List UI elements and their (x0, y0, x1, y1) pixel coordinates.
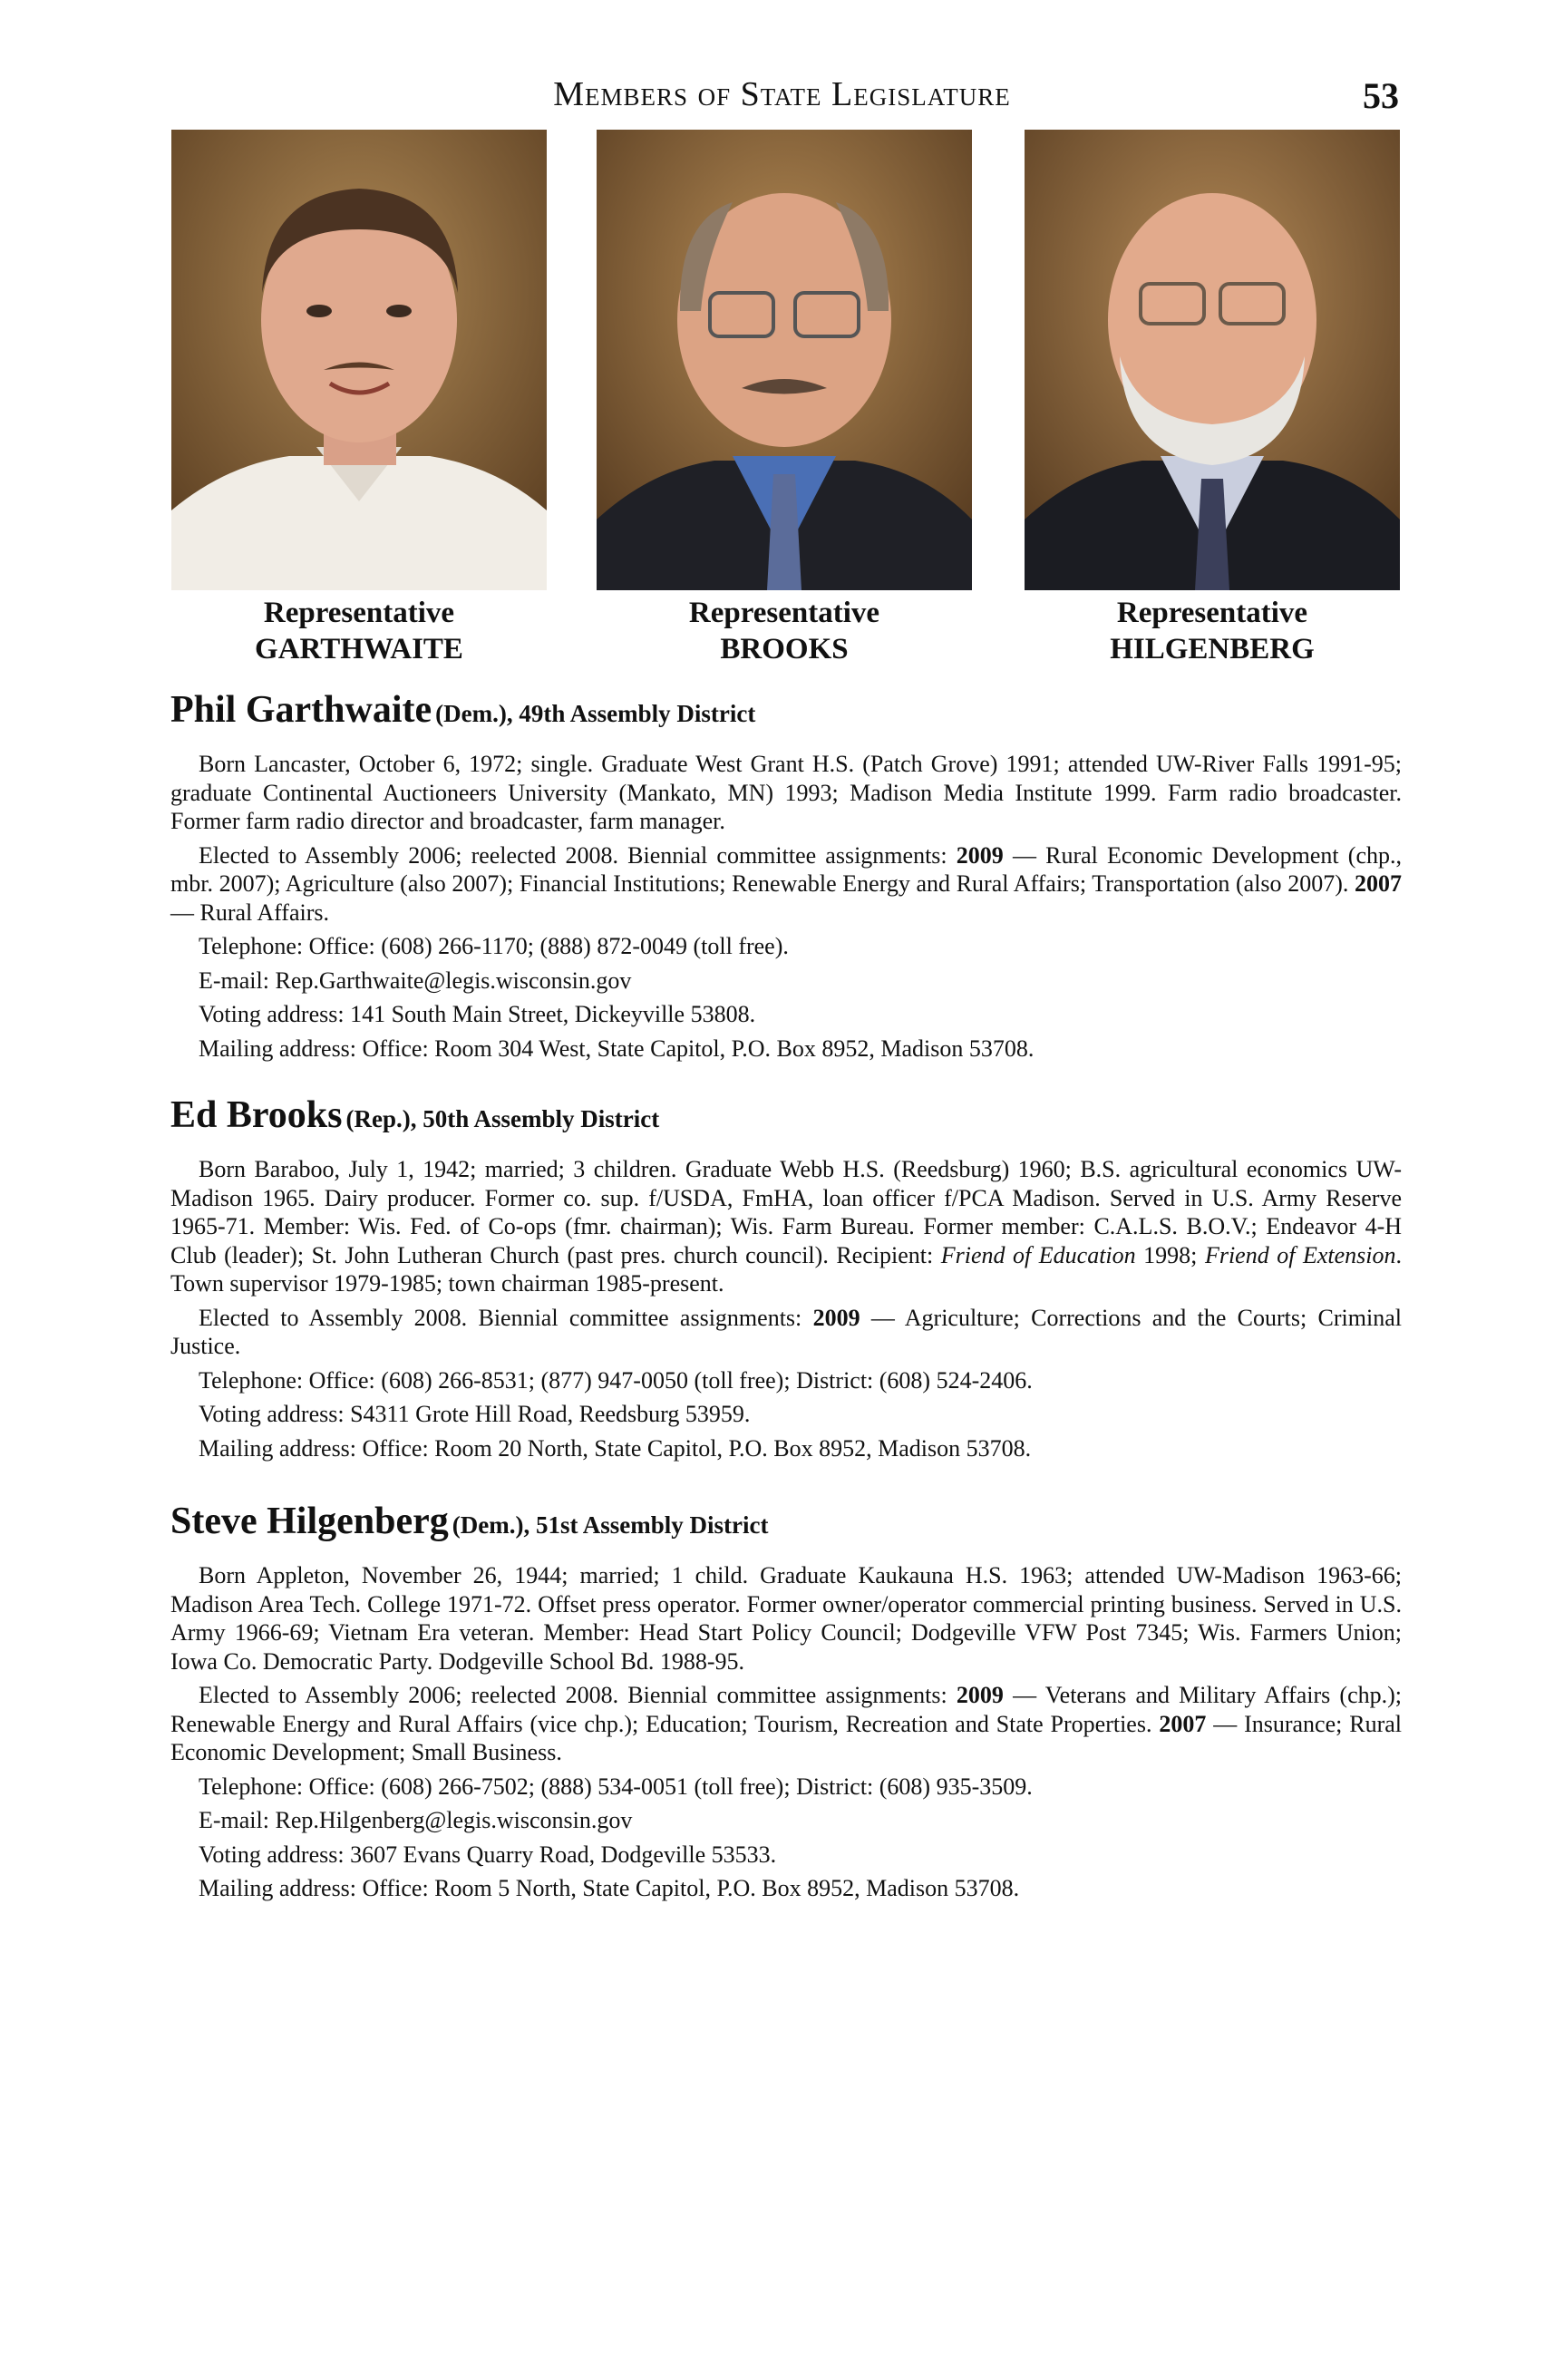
page-header (0, 74, 1564, 129)
member-bio: Born Baraboo, July 1, 1942; married; 3 children. Graduate Webb H.S. (Reedsburg) 1960; B.S. agricultural economics UW-Madison 1965. Dairy producer. Former co. sup. f/USDA, FmHA, loan officer f/PCA Madison. Served in U.S. Army Reserve 1965-71. Member: Wis. Fed. of Co-ops (fmr. chairman); Wis. Farm Bureau. Former member: C.A.L.S. B.O.V.; Endeavor 4-H Club (leader); St. John Lutheran Church (past pres. church council). Recipient: Friend of Education 1998; Friend of Extension. Town supervisor 1979-1985; town chairman 1985-present. (170, 1156, 1403, 1297)
photo-caption-hilgenberg (1025, 595, 1400, 667)
member-committees: Elected to Assembly 2008. Biennial committee assignments: 2009 — Agriculture; Corrections and the Courts; Criminal Justice. (170, 1304, 1402, 1359)
member-party-district: (Rep.), 50th Assembly District (345, 1105, 660, 1132)
running-title: Members of State Legislature (553, 75, 1011, 113)
member-telephone: Telephone: Office: (608) 266-1170; (888) 872-0049 (toll free). (199, 933, 789, 959)
member-name: Phil Garthwaite (170, 689, 432, 731)
member-bio: Born Lancaster, October 6, 1972; single. Graduate West Grant H.S. (Patch Grove) 1991; attended UW-River Falls 1991-95; graduate Continental Auctioneers University (Mankato, MN) 1993; Madison Media Institute 1999. Farm radio broadcaster. Former farm radio director and broadcaster, farm manager. (170, 751, 1402, 834)
member-voting-address: Voting address: S4311 Grote Hill Road, Reedsburg 53959. (199, 1401, 751, 1427)
photo-caption-garthwaite (171, 595, 547, 667)
caption-title: Representative (1116, 597, 1308, 629)
photo-caption-brooks (597, 595, 972, 667)
member-entry-brooks (170, 1093, 1402, 1468)
member-entry-hilgenberg (170, 1499, 1402, 1909)
caption-title: Representative (688, 597, 880, 629)
member-mailing-address: Mailing address: Office: Room 5 North, State Capitol, P.O. Box 8952, Madison 53708. (199, 1875, 1020, 1901)
member-heading (170, 1499, 1402, 1552)
caption-surname: BROOKS (720, 633, 849, 665)
member-committees: Elected to Assembly 2006; reelected 2008. Biennial committee assignments: 2009 — Veterans and Military Affairs (chp.); Renewable Energy and Rural Affairs (vice chp.); Education; Tourism, Recreation and State Properties. 2007 — Insurance; Rural Economic Development; Small Business. (170, 1682, 1402, 1765)
member-voting-address: Voting address: 141 South Main Street, Dickeyville 53808. (199, 1001, 756, 1027)
portrait-photo-brooks (597, 130, 972, 590)
page-number: 53 (1363, 75, 1399, 116)
member-mailing-address: Mailing address: Office: Room 20 North, State Capitol, P.O. Box 8952, Madison 53708. (199, 1434, 1032, 1462)
member-bio: Born Appleton, November 26, 1944; married; 1 child. Graduate Kaukauna H.S. 1963; attended UW-Madison 1963-66; Madison Area Tech. College 1971-72. Offset press operator. Former owner/operator commercial printing business. Served in U.S. Army 1966-69; Vietnam Era veteran. Member: Head Start Policy Council; Dodgeville VFW Post 7345; Wis. Farmers Union; Iowa Co. Democratic Party. Dodgeville School Bd. 1988-95. (170, 1562, 1402, 1675)
member-heading (170, 1093, 1402, 1146)
member-voting-address: Voting address: 3607 Evans Quarry Road, Dodgeville 53533. (199, 1841, 777, 1868)
portrait-photo-hilgenberg (1025, 130, 1400, 590)
member-committees: Elected to Assembly 2006; reelected 2008. Biennial committee assignments: 2009 — Rural Economic Development (chp., mbr. 2007); Agriculture (also 2007); Financial Institutions; Renewable Energy and Rural Affairs; Transportation (also 2007). 2007 — Rural Affairs. (170, 841, 1402, 926)
member-mailing-address: Mailing address: Office: Room 304 West, State Capitol, P.O. Box 8952, Madison 53708. (199, 1035, 1035, 1062)
member-name: Steve Hilgenberg (170, 1501, 449, 1542)
member-party-district: (Dem.), 49th Assembly District (435, 700, 756, 727)
member-entry-garthwaite (170, 687, 1402, 1068)
caption-surname: HILGENBERG (1110, 633, 1315, 665)
portrait-photo-garthwaite (171, 130, 547, 590)
member-email: E-mail: Rep.Hilgenberg@legis.wisconsin.gov (199, 1807, 633, 1833)
caption-title: Representative (263, 597, 455, 629)
member-telephone: Telephone: Office: (608) 266-7502; (888) 534-0051 (toll free); District: (608) 935-3509. (199, 1773, 1033, 1800)
caption-surname: GARTHWAITE (255, 633, 463, 665)
member-heading (170, 687, 1402, 741)
member-telephone: Telephone: Office: (608) 266-8531; (877) 947-0050 (toll free); District: (608) 524-2406. (199, 1366, 1033, 1394)
member-name: Ed Brooks (170, 1094, 343, 1136)
member-party-district: (Dem.), 51st Assembly District (452, 1511, 769, 1539)
member-email: E-mail: Rep.Garthwaite@legis.wisconsin.gov (199, 967, 632, 994)
